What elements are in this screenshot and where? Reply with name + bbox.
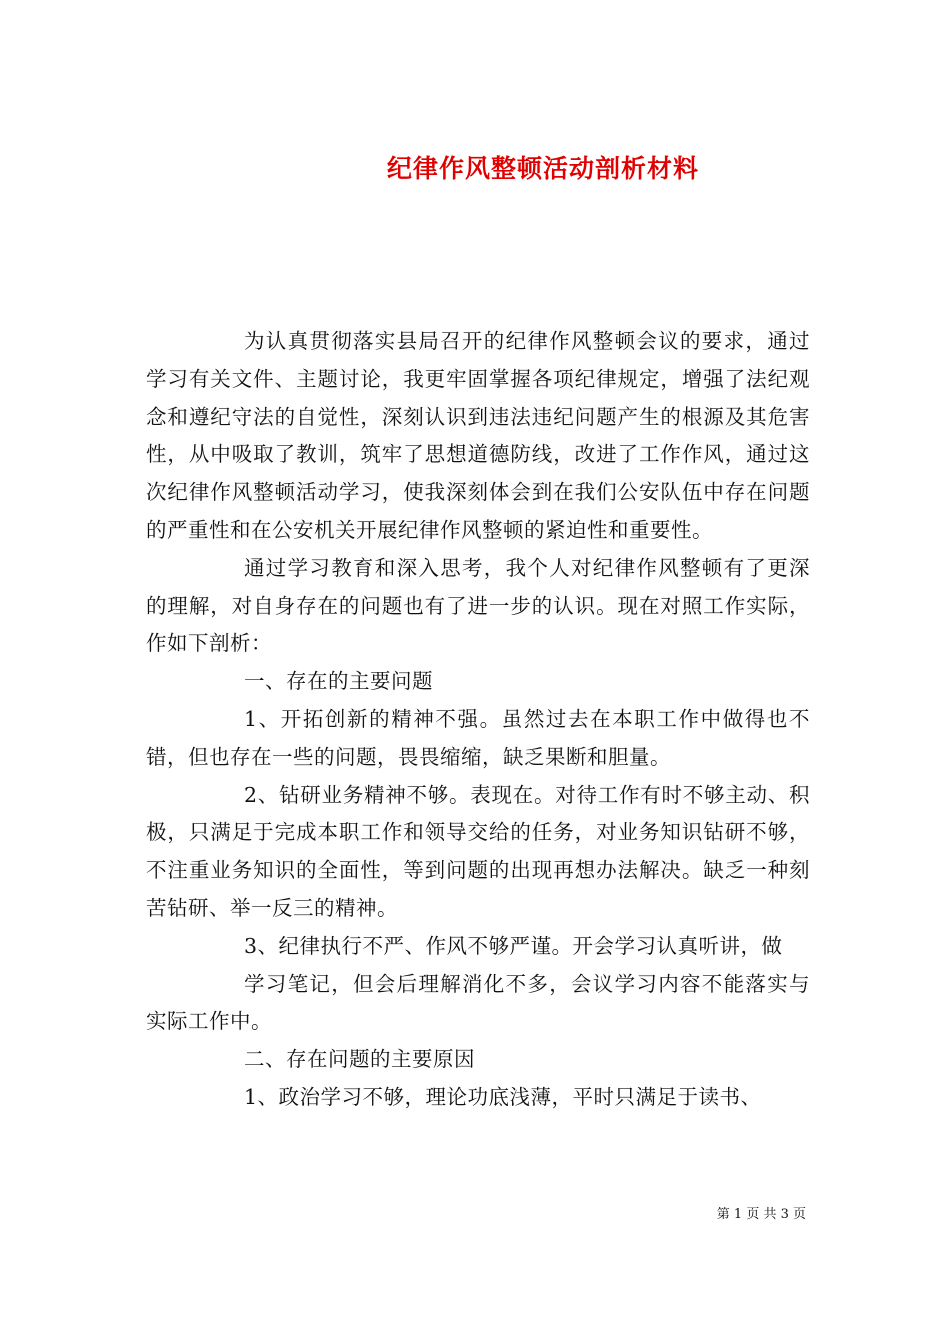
section-heading-problems: 一、存在的主要问题 xyxy=(244,669,433,694)
paragraph-problem-1: 1、开拓创新的精神不强。虽然过去在本职工作中做得也不错，但也存在一些的问题，畏畏缩缩，缺乏果断和胆量。 xyxy=(146,706,810,769)
paragraph-intro: 为认真贯彻落实县局召开的纪律作风整顿会议的要求，通过学习有关文件、主题讨论，我更牢固掌握各项纪律规定，增强了法纪观念和遵纪守法的自觉性，深刻认识到违法违纪问题产生的根源及其危害性，从中吸取了教训，筑牢了思想道德防线，改进了工作作风，通过这次纪律作风整顿活动学习，使我深刻体会到在我们公安队伍中存在问题的严重性和在公安机关开展纪律作风整顿的紧迫性和重要性。 xyxy=(146,329,810,542)
paragraph-problem-2: 2、钻研业务精神不够。表现在。对待工作有时不够主动、积极，只满足于完成本职工作和领导交给的任务，对业务知识钻研不够，不注重业务知识的全面性，等到问题的出现再想办法解决。缺乏一种刻苦钻研、举一反三的精神。 xyxy=(146,782,810,920)
paragraph-problem-3: 3、纪律执行不严、作风不够严谨。开会学习认真听讲，做 xyxy=(244,933,783,958)
paragraph-analysis-intro: 通过学习教育和深入思考，我个人对纪律作风整顿有了更深的理解，对自身存在的问题也有了进一步的认识。现在对照工作实际，作如下剖析： xyxy=(146,555,810,656)
paragraph-cause-1: 1、政治学习不够，理论功底浅薄，平时只满足于读书、 xyxy=(244,1084,762,1109)
document-title: 纪律作风整顿活动剖析材料 xyxy=(386,153,699,183)
paragraph-problem-3-cont: 学习笔记，但会后理解消化不多，会议学习内容不能落实与实际工作中。 xyxy=(146,971,810,1034)
section-heading-causes: 二、存在问题的主要原因 xyxy=(244,1047,475,1072)
page-footer: 第 1 页 共 3 页 xyxy=(716,1207,806,1222)
document-body xyxy=(146,323,810,1117)
